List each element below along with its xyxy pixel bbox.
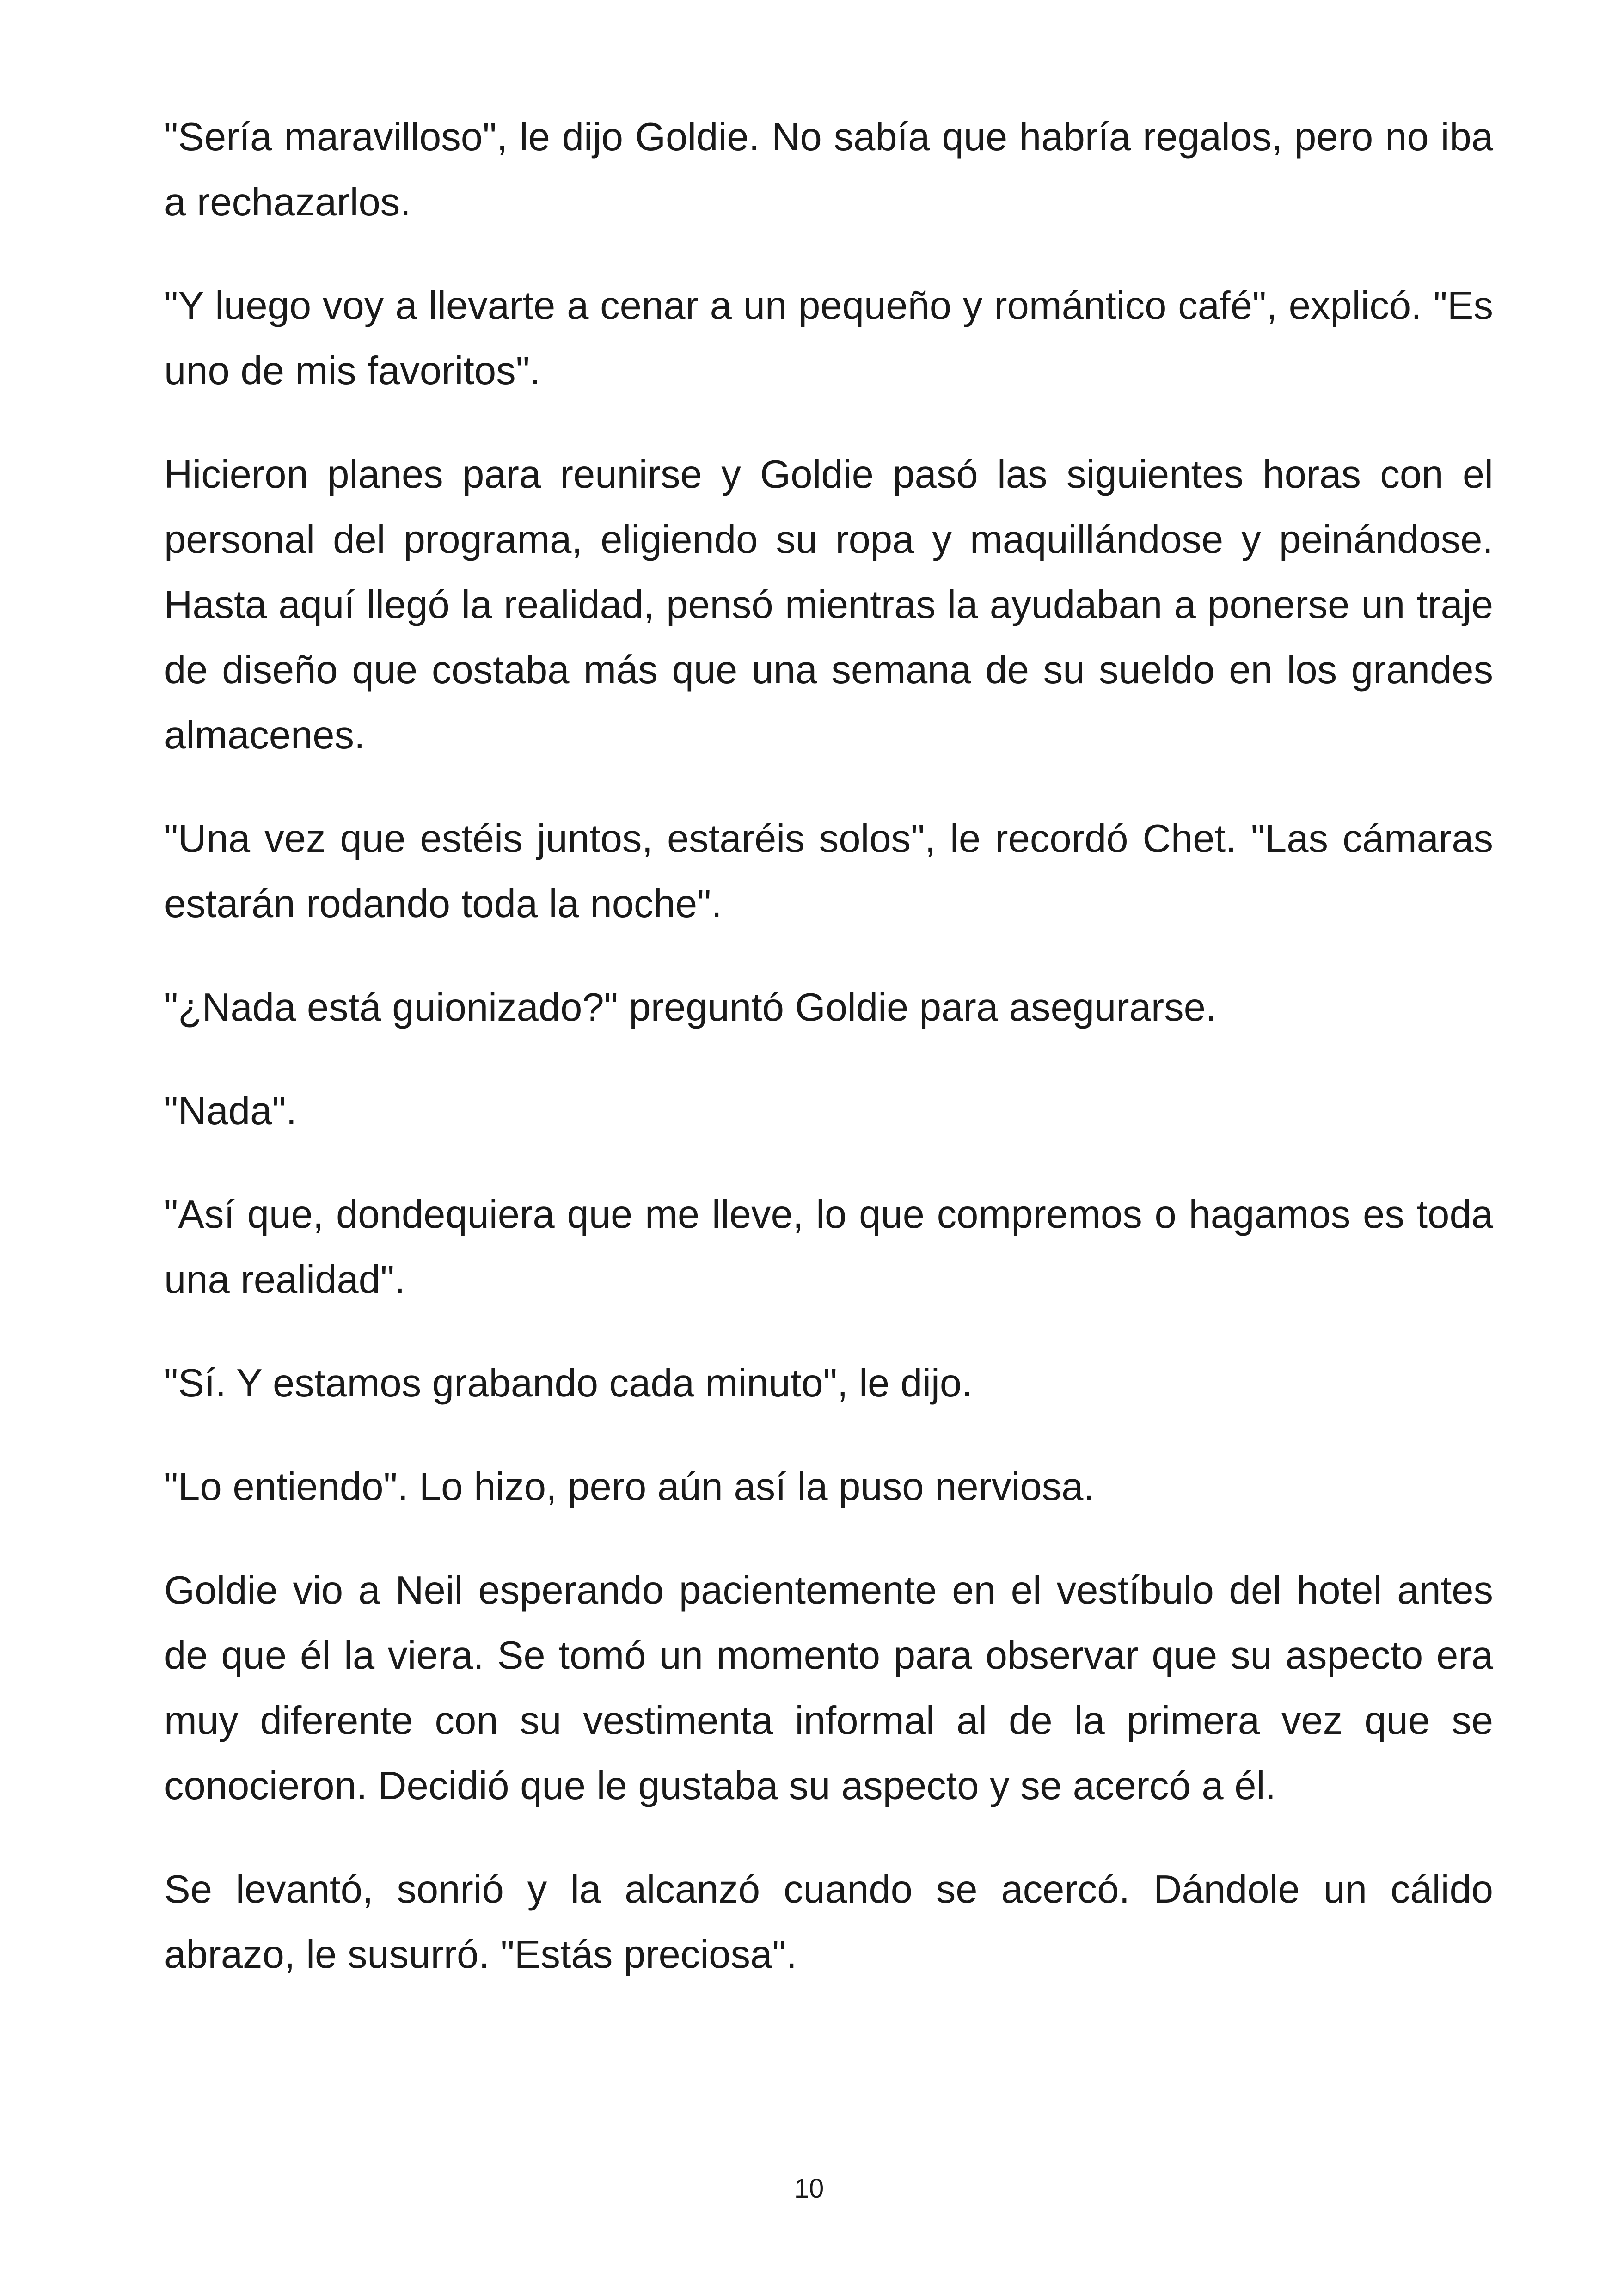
paragraph: "Sería maravilloso", le dijo Goldie. No sabía que habría regalos, pero no iba a rechazarlos. (164, 115, 1493, 224)
page-number: 10 (794, 2174, 824, 2204)
paragraph: Se levantó, sonrió y la alcanzó cuando se acercó. Dándole un cálido abrazo, le susurró. "Estás preciosa". (164, 1867, 1493, 1977)
paragraph: "Nada". (164, 1089, 297, 1133)
paragraph: "Lo entiendo". Lo hizo, pero aún así la puso nerviosa. (164, 1465, 1094, 1509)
paragraph: "Sí. Y estamos grabando cada minuto", le dijo. (164, 1361, 973, 1405)
paragraph: Hicieron planes para reunirse y Goldie pasó las siguientes horas con el personal del programa, eligiendo su ropa y maquillándose y peinándose. Hasta aquí llegó la realidad, pensó mientras la ayudaban a ponerse un traje de diseño que costaba más que una semana de su sueldo en los grandes almacenes. (164, 453, 1493, 757)
paragraph: "Y luego voy a llevarte a cenar a un pequeño y romántico café", explicó. "Es uno de mis favoritos". (164, 284, 1493, 393)
paragraph: "Una vez que estéis juntos, estaréis solos", le recordó Chet. "Las cámaras estarán rodando toda la noche". (164, 817, 1493, 926)
body-text (164, 104, 1493, 1987)
paragraph: Goldie vio a Neil esperando pacientemente en el vestíbulo del hotel antes de que él la viera. Se tomó un momento para observar que su aspecto era muy diferente con su vestimenta informal al de la primera vez que se conocieron. Decidió que le gustaba su aspecto y se acercó a él. (164, 1568, 1493, 1808)
paragraph: "¿Nada está guionizado?" preguntó Goldie para asegurarse. (164, 986, 1217, 1029)
paragraph: "Así que, dondequiera que me lleve, lo que compremos o hagamos es toda una realidad". (164, 1193, 1493, 1302)
